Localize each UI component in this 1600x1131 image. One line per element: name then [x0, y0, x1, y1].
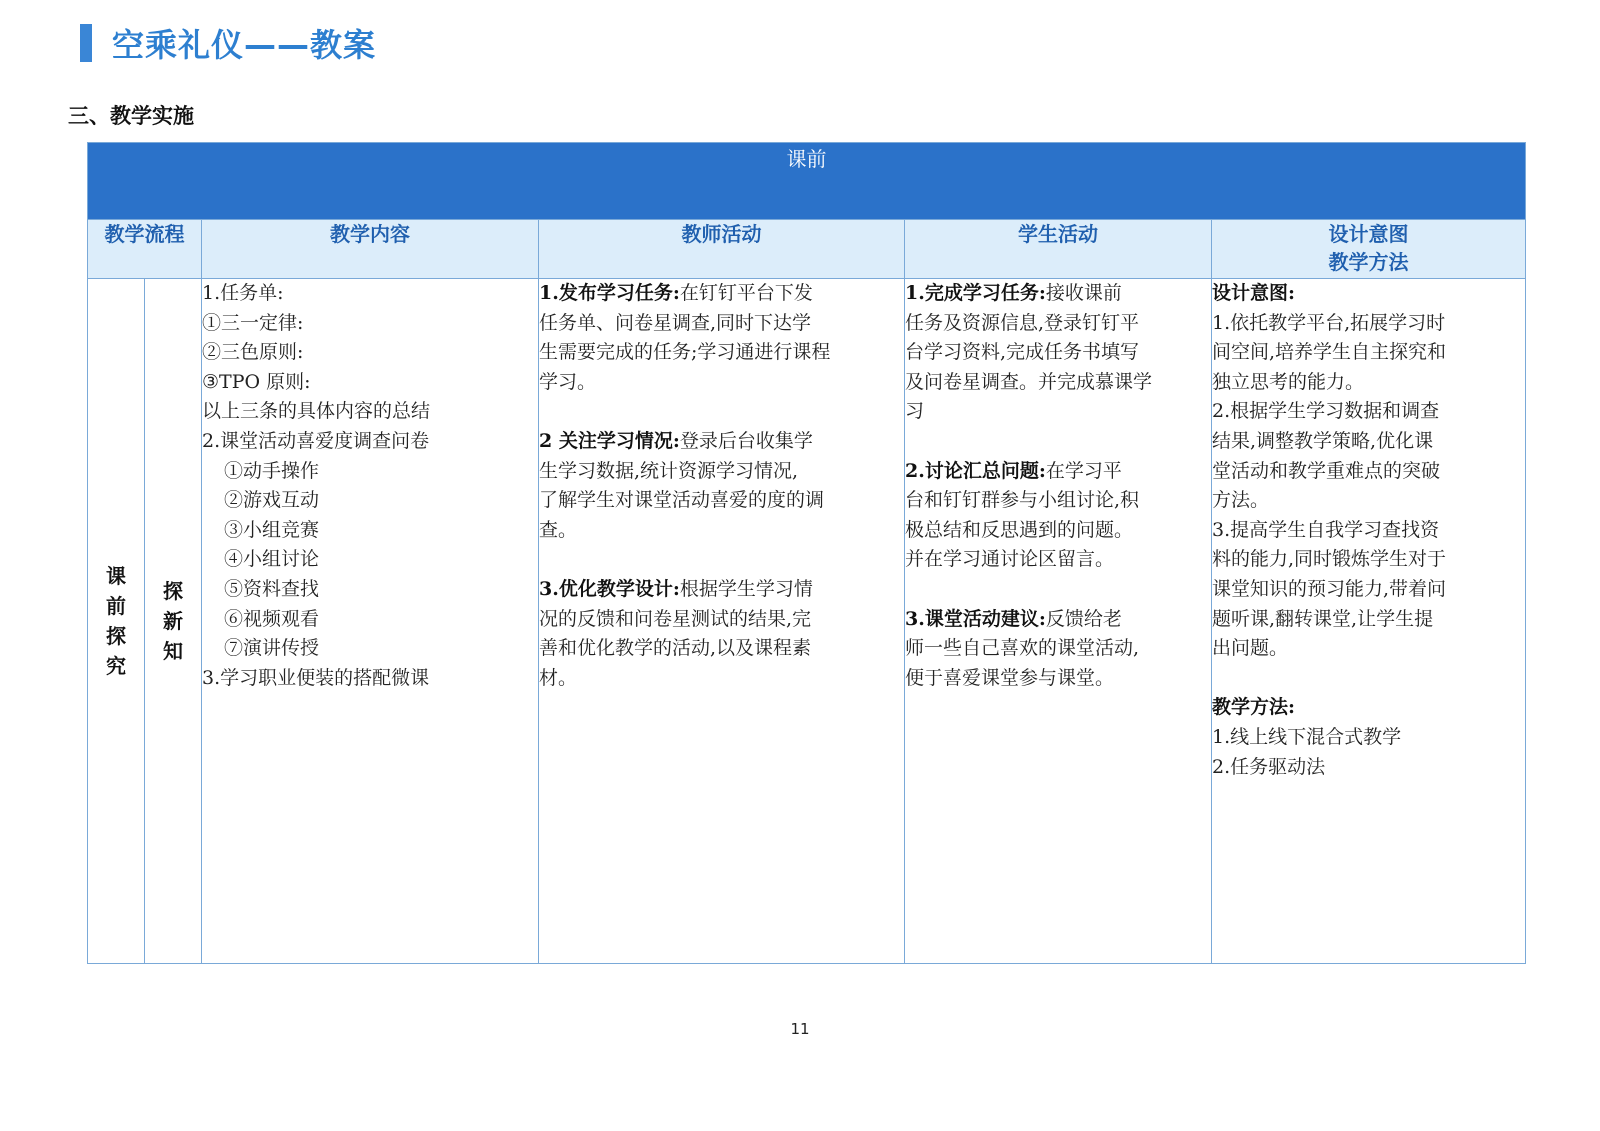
- design-cell: [1212, 279, 1526, 964]
- substage-char: 知: [163, 639, 183, 663]
- student-activity-item: [905, 605, 1211, 694]
- method-line: 2.任务驱动法: [1212, 755, 1326, 778]
- activity-line: [905, 457, 1211, 487]
- activity-line: 善和优化教学的活动,以及课程素: [539, 637, 812, 660]
- activity-text: 反馈给老: [1045, 607, 1122, 630]
- student-activity-cell: [905, 279, 1212, 964]
- content-line: ⑦演讲传授: [224, 637, 320, 660]
- activity-line: 师一些自己喜欢的课堂活动,: [905, 637, 1140, 660]
- design-intent-label: 设计意图:: [1212, 282, 1296, 304]
- header-student: 学生活动: [905, 220, 1212, 279]
- phase-row: [88, 143, 1526, 220]
- activity-line: 台和钉钉群参与小组讨论,积: [905, 489, 1140, 512]
- document-title: 空乘礼仪——教案: [112, 26, 377, 64]
- section-title: 三、教学实施: [68, 104, 194, 128]
- content-line: ③小组竞赛: [224, 518, 320, 541]
- content-line: ⑤资料查找: [224, 577, 320, 600]
- teacher-activity-item: [539, 279, 904, 397]
- activity-title: 1.完成学习任务:: [905, 282, 1046, 304]
- activity-line: [539, 279, 904, 309]
- activity-line: 极总结和反思遇到的问题。: [905, 518, 1134, 541]
- substage-char: 探: [163, 579, 183, 603]
- stage-char: 课: [106, 564, 126, 588]
- header-teacher: 教师活动: [539, 220, 905, 279]
- header-method-line: 教学方法: [1328, 250, 1409, 274]
- activity-line: 习: [905, 400, 925, 423]
- activity-text: 登录后台收集学: [679, 429, 813, 452]
- content-line: 以上三条的具体内容的总结: [202, 400, 431, 423]
- design-line: 课堂知识的预习能力,带着问: [1212, 577, 1447, 600]
- activity-line: 了解学生对课堂活动喜爱的度的调: [539, 489, 825, 512]
- teacher-activity-item: [539, 427, 904, 545]
- activity-line: 任务及资源信息,登录钉钉平: [905, 311, 1140, 334]
- activity-line: 及问卷星调查。并完成慕课学: [905, 370, 1153, 393]
- activity-title: 3.优化教学设计:: [539, 577, 680, 600]
- title-accent-bar: [80, 24, 92, 62]
- page-number: 11: [790, 1020, 810, 1038]
- body-row: [88, 279, 1526, 964]
- stage-char: 前: [106, 594, 126, 618]
- content-line: 1.任务单:: [202, 282, 284, 304]
- activity-line: 材。: [539, 666, 578, 689]
- content-line: ①三一定律:: [202, 311, 304, 334]
- design-line: 2.根据学生学习数据和调查: [1212, 400, 1440, 423]
- design-line: 3.提高学生自我学习查找资: [1212, 518, 1440, 541]
- design-line: 堂活动和教学重难点的突破: [1212, 459, 1441, 482]
- stage-char: 探: [106, 624, 126, 648]
- content-line: ⑥视频观看: [224, 607, 320, 630]
- content-line: ②游戏互动: [224, 489, 320, 512]
- design-line: 方法。: [1212, 489, 1270, 512]
- substage-cell: [145, 279, 202, 964]
- content-cell: [202, 279, 539, 964]
- design-line: 1.依托教学平台,拓展学习时: [1212, 311, 1446, 334]
- activity-line: [905, 605, 1211, 635]
- activity-line: 学习。: [539, 370, 597, 393]
- method-line: 1.线上线下混合式教学: [1212, 725, 1402, 748]
- activity-title: 2 关注学习情况:: [539, 429, 680, 452]
- content-line: 3.学习职业便装的搭配微课: [202, 666, 430, 689]
- design-line: 间空间,培养学生自主探究和: [1212, 341, 1447, 364]
- student-activity-item: [905, 279, 1211, 427]
- student-activity-item: [905, 457, 1211, 575]
- activity-line: 况的反馈和问卷星测试的结果,完: [539, 607, 812, 630]
- content-line: 2.课堂活动喜爱度调查问卷: [202, 429, 430, 452]
- spacer: [1212, 664, 1525, 694]
- design-line: 料的能力,同时锻炼学生对于: [1212, 548, 1447, 571]
- phase-header: 课前: [88, 143, 1526, 220]
- activity-line: 生学习数据,统计资源学习情况,: [539, 459, 799, 482]
- activity-title: 1.发布学习任务:: [539, 282, 680, 304]
- activity-text: 在学习平: [1045, 459, 1122, 482]
- teaching-method-label: 教学方法:: [1212, 696, 1296, 719]
- content-line: ③TPO 原则:: [202, 370, 311, 393]
- content-line: ②三色原则:: [202, 341, 304, 364]
- content-line: ①动手操作: [224, 459, 320, 482]
- header-flow: 教学流程: [88, 220, 202, 279]
- activity-line: 并在学习通讨论区留言。: [905, 548, 1115, 571]
- activity-line: 生需要完成的任务;学习通进行课程: [539, 341, 831, 364]
- design-line: 题听课,翻转课堂,让学生提: [1212, 607, 1434, 630]
- activity-line: 查。: [539, 518, 578, 541]
- activity-line: [905, 279, 1211, 309]
- activity-text: 接收课前: [1045, 282, 1122, 304]
- header-content: 教学内容: [202, 220, 539, 279]
- design-line: 结果,调整教学策略,优化课: [1212, 429, 1434, 452]
- activity-line: 便于喜爱课堂参与课堂。: [905, 666, 1115, 689]
- design-line: 出问题。: [1212, 637, 1289, 660]
- design-line: 独立思考的能力。: [1212, 370, 1365, 393]
- substage-char: 新: [163, 609, 183, 633]
- content-line: ④小组讨论: [224, 548, 320, 571]
- column-header-row: [88, 220, 1526, 279]
- header-design: [1212, 220, 1526, 279]
- activity-title: 3.课堂活动建议:: [905, 607, 1046, 630]
- stage-cell: [88, 279, 145, 964]
- stage-char: 究: [106, 654, 126, 678]
- activity-line: 任务单、问卷星调查,同时下达学: [539, 311, 812, 334]
- teacher-activity-item: [539, 575, 904, 693]
- activity-title: 2.讨论汇总问题:: [905, 459, 1046, 482]
- activity-line: 台学习资料,完成任务书填写: [905, 341, 1140, 364]
- activity-text: 在钉钉平台下发: [679, 282, 813, 304]
- activity-line: [539, 575, 904, 605]
- activity-text: 根据学生学习情: [679, 577, 813, 600]
- activity-line: [539, 427, 904, 457]
- teaching-plan-table: [87, 142, 1526, 964]
- header-design-line: 设计意图: [1328, 222, 1409, 246]
- teacher-activity-cell: [539, 279, 905, 964]
